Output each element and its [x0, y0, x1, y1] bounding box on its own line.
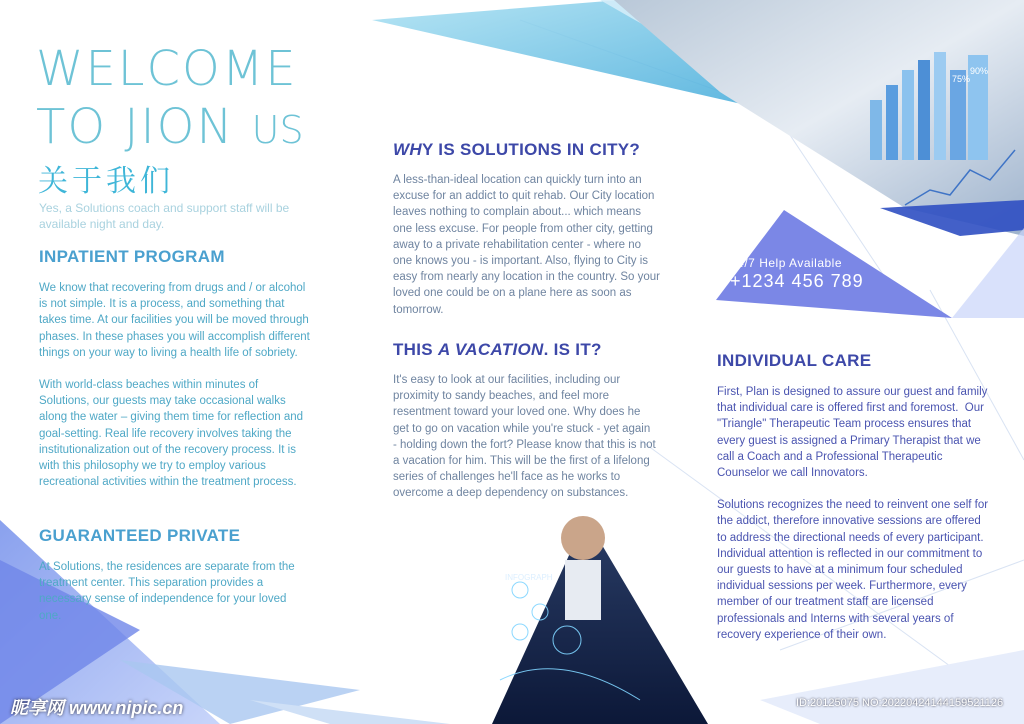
individual-section	[717, 384, 993, 659]
inpatient-para-1: We know that recovering from drugs and / or alcohol is not simple. It is a process, and something that takes time. At our facilities you will be moved through phases. In these phases you will accomplish different things on your way to living a health life of sobriety.	[39, 282, 314, 359]
individual-para-1: First, Plan is designed to assure our guest and family that individual care is offered first and foremost. Our "Triangle" Therapeutic Team process ensures that every guest is assigned a Primary Therapist that we call a Coach and a Professional Therapeutic Counselor we call Innovators.	[717, 386, 991, 480]
help-phone: +1234 456 789	[730, 271, 864, 291]
inpatient-para-2: With world-class beaches within minutes of Solutions, our guests may take occasional walks along the water – giving them time for reflection and goal-setting. Real life recovery involves taking the institutionalization out of the recovery process. It is with this philosophy we try to employ various recreational activities within the treatment process.	[39, 379, 307, 489]
welcome-heading	[36, 40, 336, 159]
bar-label-75: 75%	[952, 74, 971, 84]
vacation-heading	[393, 340, 602, 360]
watermark-right: ID:20125075 NO:20220424144159521126	[796, 697, 1004, 709]
vacation-heading-pre: THIS	[393, 340, 438, 359]
help-block	[730, 256, 864, 292]
individual-para-2: Solutions recognizes the need to reinvent one self for the addict, therefore innovative sessions are offered to address the directional needs of every participant. Individual attention is reflected in our commitment to our guests to have at a minimum four scheduled individual sessions per week. Furthermore, every member of our treatment staff are licensed professionals and Interns with several years of recovery experience of their own.	[717, 499, 992, 641]
why-para-1: A less-than-ideal location can quickly turn into an excuse for an addict to quit rehab. Our City location leaves nothing to complain about... which means one less excuse. For people from other city, getting away to a private rehabilitation center - where no one knows you - is important. Also, flying to City is easy from nearly any location in the country. So your loved one could be on a plane here as soon as tomorrow.	[393, 174, 664, 316]
welcome-line-2	[36, 98, 336, 159]
welcome-line-2-main: TO JION	[36, 99, 252, 155]
intro-text: Yes, a Solutions coach and support staff will be available night and day.	[39, 201, 290, 231]
guaranteed-heading: GUARANTEED PRIVATE	[39, 526, 241, 545]
inpatient-heading: INPATIENT PROGRAM	[39, 247, 225, 266]
why-heading-rest: Y IS SOLUTIONS IN CITY?	[421, 140, 641, 159]
vacation-heading-post: . IS IT?	[543, 340, 602, 359]
infographic-label: INFOGRAPH	[505, 573, 553, 582]
welcome-line-2-us: US	[251, 108, 304, 152]
vacation-para-1: It's easy to look at our facilities, including our proximity to sandy beaches, and feel more resentment toward your loved one. Why does he get to go on vacation while you're stuck - yet again - holding down the fort? Please know that this is not a vacation for him. This will be the first of a lifelong series of challenges he'll face as he works to overcome a deep dependency on substances.	[393, 374, 659, 500]
guaranteed-para-1: At Solutions, the residences are separate from the treatment center. This separation provides a necessary sense of independence for your loved one.	[39, 561, 298, 622]
why-heading	[393, 140, 640, 160]
inpatient-section	[39, 280, 314, 506]
guaranteed-section	[39, 559, 305, 640]
vacation-heading-em: A VACATION	[437, 340, 544, 359]
help-label: 24/7 Help Available	[730, 256, 843, 270]
welcome-line-1: WELCOME	[36, 41, 298, 97]
individual-heading: INDIVIDUAL CARE	[717, 351, 872, 370]
watermark-left: 昵享网 www.nipic.cn	[10, 698, 184, 718]
vacation-section	[393, 372, 657, 518]
why-heading-em: WH	[393, 140, 422, 159]
bar-label-90: 90%	[970, 66, 989, 76]
chinese-title: 关于我们	[38, 164, 174, 199]
why-section	[393, 172, 664, 334]
